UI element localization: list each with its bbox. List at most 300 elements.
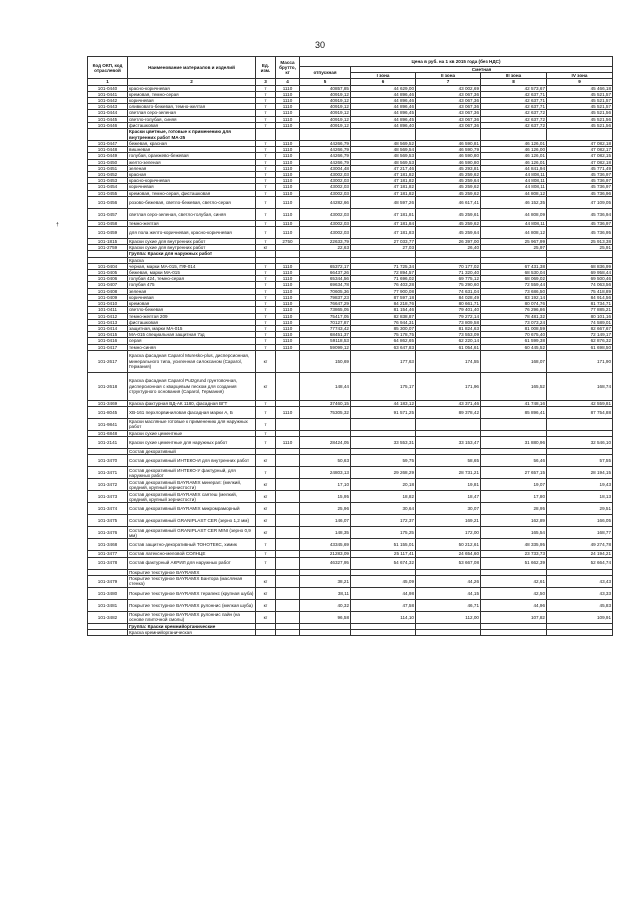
cell-release-price: 43002,03 [300, 208, 351, 220]
cell-code: 101-0459 [88, 227, 128, 239]
cell-zone-2 [416, 129, 481, 141]
cell-mass: 1110 [276, 122, 300, 128]
cell-zone-1: 47,58 [351, 599, 416, 611]
cell-release-price: 59099,12 [300, 344, 351, 350]
cell-mass: 1110 [276, 406, 300, 418]
cell-code: 101-3475 [88, 515, 128, 527]
cell-unit: т [256, 467, 276, 479]
cell-zone-1: 87 597,18 [351, 294, 416, 300]
cell-zone-4: 45 521,57 [547, 104, 613, 110]
cell-zone-4: 74 063,56 [547, 282, 613, 288]
cell-zone-1: 30,64 [351, 503, 416, 515]
cell-zone-2: 43 067,36 [416, 91, 481, 97]
cell-zone-4: 168,77 [547, 527, 613, 539]
cell-mass: 1110 [276, 220, 300, 226]
cell-mass: 1110 [276, 307, 300, 313]
cell-code: 101-0415 [88, 332, 128, 338]
cell-name: Состав декоративный BAYRAMIX минерал: (мелкий, средний, крупный зернистости) [128, 479, 256, 491]
cell-code: 101-0405 [88, 270, 128, 276]
cell-zone-4: 80 101,16 [547, 313, 613, 319]
cell-zone-2: 58,65 [416, 455, 481, 467]
cell-release-price: 43002,03 [300, 184, 351, 190]
cell-zone-3: 44 808,11 [481, 178, 547, 184]
cell-zone-3: 44 808,11 [481, 172, 547, 178]
cell-mass: 1110 [276, 344, 300, 350]
cell-release-price: 76647,29 [300, 301, 351, 307]
cell-zone-2: 26,40 [416, 245, 481, 251]
cell-unit: кг [256, 611, 276, 623]
cell-unit: т [256, 110, 276, 116]
cell-mass: 1110 [276, 301, 300, 307]
cell-name: Покрытие текстурное BAYRAMIX рулоннис пайн (на основе плиточной смолы) [128, 611, 256, 623]
cell-mass: 1110 [276, 263, 300, 269]
cell-release-price: 43002,03 [300, 220, 351, 226]
cell-zone-2: 73 809,58 [416, 319, 481, 325]
cell-code: 101-0446 [88, 122, 128, 128]
cell-zone-1: 44 896,46 [351, 98, 416, 104]
cell-unit: кг [256, 515, 276, 527]
header-unit: Ед. изм. [256, 57, 276, 79]
cell-name: черная, марки МА-015, ПФ-014 [128, 263, 256, 269]
cell-name: розово-бежевая, светло-бежевая, светло-серая [128, 196, 256, 208]
cell-zone-4: 32 546,10 [547, 437, 613, 449]
table-row [88, 575, 613, 587]
cell-zone-4: 47 082,18 [547, 141, 613, 147]
cell-mass: 1110 [276, 288, 300, 294]
cell-mass: 1110 [276, 98, 300, 104]
cell-unit: т [256, 122, 276, 128]
cell-code: 101-0414 [88, 325, 128, 331]
cell-zone-4: 24 194,21 [547, 551, 613, 557]
cell-zone-1: 18,82 [351, 491, 416, 503]
cell-zone-2: 62 220,14 [416, 338, 481, 344]
cell-code: 101-0444 [88, 110, 128, 116]
cell-name: кремовая, темно-серая, фисташковая [128, 190, 256, 196]
cell-release-price: 44266,79 [300, 141, 351, 147]
cell-zone-3: 168,07 [481, 350, 547, 372]
cell-zone-1: 81 154,46 [351, 307, 416, 313]
cell-code: 101-3470 [88, 455, 128, 467]
cell-zone-1: 47 181,83 [351, 227, 416, 239]
cell-zone-1: 91 571,25 [351, 406, 416, 418]
cell-zone-4: 25 913,38 [547, 239, 613, 245]
cell-zone-2: 43 002,69 [416, 85, 481, 91]
cell-unit: т [256, 172, 276, 178]
cell-zone-1: 71 725,34 [351, 263, 416, 269]
cell-mass [276, 629, 300, 635]
header-zone-4: IV зона [547, 73, 613, 79]
cell-zone-3 [481, 418, 547, 430]
cell-mass [276, 467, 300, 479]
cell-release-price: 46327,95 [300, 557, 351, 569]
cell-zone-4: 25,91 [547, 245, 613, 251]
cell-release-price: 28424,05 [300, 437, 351, 449]
cell-release-price: 25,96 [300, 503, 351, 515]
cell-zone-2: 43 067,36 [416, 110, 481, 116]
cell-code: 101-0406 [88, 276, 128, 282]
table-row [88, 557, 613, 569]
cell-name: кремовая [128, 301, 256, 307]
cell-release-price: 96,58 [300, 611, 351, 623]
cell-mass: 1110 [276, 159, 300, 165]
cell-name: зеленая [128, 165, 256, 171]
cell-zone-1: 72 894,57 [351, 270, 416, 276]
cell-code: 101-0409 [88, 294, 128, 300]
cell-zone-1: 47 181,84 [351, 220, 416, 226]
cell-zone-4: 72 149,17 [547, 332, 613, 338]
cell-zone-4: 168,74 [547, 372, 613, 400]
cell-name: коричневая [128, 184, 256, 190]
cell-name: Краски сухие цементные для наружных работ [128, 437, 256, 449]
header-zone-1: I зона [351, 73, 416, 79]
cell-release-price: 43002,03 [300, 178, 351, 184]
cell-code: 101-0455 [88, 190, 128, 196]
cell-zone-1: 64 862,65 [351, 338, 416, 344]
cell-zone-1: 175,17 [351, 372, 416, 400]
cell-code: 101-0404 [88, 263, 128, 269]
col-index: 9 [547, 79, 613, 85]
cell-release-price: 38,21 [300, 575, 351, 587]
cell-code: 101-3479 [88, 575, 128, 587]
cell-code: 101-3469 [88, 400, 128, 406]
cell-unit: т [256, 153, 276, 159]
cell-unit: т [256, 104, 276, 110]
cell-zone-1: 47 181,82 [351, 184, 416, 190]
cell-mass: 1110 [276, 270, 300, 276]
cell-unit: т [256, 178, 276, 184]
cell-name: бежевая, красная [128, 141, 256, 147]
cell-zone-1: 44 896,46 [351, 104, 416, 110]
cell-code: 101-3477 [88, 551, 128, 557]
cell-zone-4: 84 914,56 [547, 294, 613, 300]
cell-name: светлая серо-зеленая [128, 110, 256, 116]
table-row [88, 515, 613, 527]
cell-mass: 1110 [276, 437, 300, 449]
cell-release-price [300, 418, 351, 430]
cell-mass [276, 599, 300, 611]
cell-unit: т [256, 437, 276, 449]
cell-name: Покрытие текстурное BAYRAMIX рулоннис (мелкая шуба) [128, 599, 256, 611]
cell-zone-1: 47 181,82 [351, 172, 416, 178]
cell-release-price: 148,35 [300, 527, 351, 539]
cell-release-price: 38,11 [300, 587, 351, 599]
cell-release-price: 75305,32 [300, 406, 351, 418]
cell-zone-4 [547, 629, 613, 635]
cell-zone-3: 44 808,09 [481, 208, 547, 220]
cell-name: Краски сухие цементные [128, 430, 256, 436]
table-row [88, 406, 613, 418]
cell-name: темно-синяя [128, 344, 256, 350]
cell-zone-2: 45 259,64 [416, 178, 481, 184]
cell-zone-1: 172,37 [351, 515, 416, 527]
cell-unit: кг [256, 575, 276, 587]
cell-zone-2: 45 259,62 [416, 184, 481, 190]
cell-zone-3: 81 008,59 [481, 325, 547, 331]
cell-mass [276, 557, 300, 569]
cell-zone-3: 85 896,41 [481, 406, 547, 418]
cell-mass [276, 611, 300, 623]
cell-mass: 1110 [276, 141, 300, 147]
group-row [88, 129, 613, 141]
cell-unit: т [256, 220, 276, 226]
cell-zone-2: 28 731,21 [416, 467, 481, 479]
cell-zone-3: 42,61 [481, 575, 547, 587]
cell-mass [276, 350, 300, 372]
cell-mass [276, 503, 300, 515]
cell-zone-1: 20,18 [351, 479, 416, 491]
cell-unit: кг [256, 245, 276, 251]
cell-code: 101-3481 [88, 599, 128, 611]
cell-zone-3: 80 074,76 [481, 301, 547, 307]
cell-code: 101-0443 [88, 104, 128, 110]
table-row [88, 372, 613, 400]
cell-mass: 1110 [276, 153, 300, 159]
cell-code: 101-2141 [88, 437, 128, 449]
table-row [88, 208, 613, 220]
cell-zone-2: 79 272,14 [416, 313, 481, 319]
cell-release-price: 148,44 [300, 372, 351, 400]
cell-zone-2: 45 259,62 [416, 190, 481, 196]
cell-zone-1: 44 896,45 [351, 116, 416, 122]
cell-release-price: 70127,87 [300, 319, 351, 325]
cell-release-price: 40857,85 [300, 85, 351, 91]
cell-unit: т [256, 338, 276, 344]
cell-zone-2: 46 590,79 [416, 147, 481, 153]
cell-zone-1: 85 300,07 [351, 325, 416, 331]
cell-name: Состав декоративный BAYRAMIX саятеш (мелкий, средний, крупный зернистости) [128, 491, 256, 503]
cell-code: 101-3468 [88, 539, 128, 551]
cell-zone-3: 46 126,01 [481, 141, 547, 147]
cell-mass: 1110 [276, 184, 300, 190]
table-row [88, 227, 613, 239]
cell-release-price: 22,63 [300, 245, 351, 251]
cell-mass: 1110 [276, 190, 300, 196]
cell-name: Краски масляные готовые к применению для наружных работ [128, 418, 256, 430]
cell-zone-4: 81 734,71 [547, 301, 613, 307]
cell-name: светлая серо-зеленая, светло-голубая, синяя [128, 208, 256, 220]
cell-zone-2: 30,07 [416, 503, 481, 515]
cell-code: 101-0449 [88, 153, 128, 159]
cell-mass [276, 515, 300, 527]
cell-name: ХВ-161 перхлорвиниловая фасадная марки А, Б [128, 406, 256, 418]
cell-code: 101-0451 [88, 165, 128, 171]
cell-release-price: 65344,56 [300, 276, 351, 282]
cell-zone-3: 76 296,86 [481, 307, 547, 313]
cell-unit [256, 629, 276, 635]
cell-zone-1: 177,63 [351, 350, 416, 372]
cell-zone-2: 53 667,08 [416, 557, 481, 569]
cell-release-price: 50,63 [300, 455, 351, 467]
cell-zone-2: 69 775,12 [416, 276, 481, 282]
cell-unit: кг [256, 455, 276, 467]
cell-zone-3: 73 686,50 [481, 288, 547, 294]
cell-unit: т [256, 313, 276, 319]
cell-name: Краска кремнийорганическая [128, 629, 256, 635]
cell-mass: 1110 [276, 91, 300, 97]
cell-zone-2: 79 401,40 [416, 307, 481, 313]
cell-name: Краска фасадная Caparol Muresko-plus, дисперсионная, минерального типа, усиленная силоксаном (Caparol, Германия) [128, 350, 256, 372]
cell-zone-3: 44,96 [481, 599, 547, 611]
margin-mark: † [56, 222, 59, 228]
cell-name: желто-зеленая [128, 159, 256, 165]
cell-code: 101-0410 [88, 301, 128, 307]
cell-zone-3: 17,80 [481, 491, 547, 503]
cell-zone-1: 63 647,83 [351, 344, 416, 350]
cell-zone-2: 18,47 [416, 491, 481, 503]
cell-zone-2: 71 320,40 [416, 270, 481, 276]
cell-name: голубая 475 [128, 282, 256, 288]
cell-unit: кг [256, 587, 276, 599]
cell-release-price: 40919,12 [300, 110, 351, 116]
cell-unit: т [256, 184, 276, 190]
cell-name: Покрытие текстурное BAYRAMIX терапекс (крупная шуба) [128, 587, 256, 599]
cell-unit: т [256, 165, 276, 171]
cell-code: 101-0445 [88, 116, 128, 122]
cell-zone-2: 45 259,62 [416, 172, 481, 178]
cell-release-price: 44266,79 [300, 147, 351, 153]
cell-zone-3: 42 637,72 [481, 110, 547, 116]
cell-zone-3: 68 530,04 [481, 270, 547, 276]
cell-name: Состав декоративный ИНТЕКО-И для внутренних работ [128, 455, 256, 467]
cell-release-price: 59118,53 [300, 338, 351, 344]
cell-zone-3: 68 069,02 [481, 276, 547, 282]
cell-name: кремовая, темно-серая [128, 91, 256, 97]
cell-zone-1: 47 181,81 [351, 208, 416, 220]
cell-code: 101-0416 [88, 338, 128, 344]
table-row [88, 539, 613, 551]
cell-zone-2: 61 054,61 [416, 344, 481, 350]
cell-mass: 1110 [276, 325, 300, 331]
cell-code: 101-0417 [88, 344, 128, 350]
table-row [88, 437, 613, 449]
cell-unit: т [256, 147, 276, 153]
cell-release-price: 40,32 [300, 599, 351, 611]
cell-zone-1: 48 569,54 [351, 147, 416, 153]
table-row [88, 491, 613, 503]
cell-unit: т [256, 307, 276, 313]
cell-code: 101-0447 [88, 141, 128, 147]
cell-mass [276, 539, 300, 551]
table-row [88, 629, 613, 635]
cell-name: красная [128, 172, 256, 178]
cell-code: 101-0407 [88, 282, 128, 288]
cell-unit: т [256, 91, 276, 97]
table-row [88, 527, 613, 539]
header-zone-2: II зона [416, 73, 481, 79]
cell-code: 101-0411 [88, 307, 128, 313]
cell-release-price: 66437,26 [300, 270, 351, 276]
cell-zone-3: 44 808,11 [481, 220, 547, 226]
cell-name: Краски сухие для внутренних работ [128, 239, 256, 245]
cell-name: Состав защитно-декоративный ТОНОТЕКС, химик [128, 539, 256, 551]
col-index: 3 [256, 79, 276, 85]
cell-release-price: 68451,37 [300, 332, 351, 338]
cell-zone-1: 33 553,31 [351, 437, 416, 449]
col-index: 7 [416, 79, 481, 85]
cell-release-price: 43345,69 [300, 539, 351, 551]
cell-unit: т [256, 539, 276, 551]
cell-zone-2: 45 259,62 [416, 220, 481, 226]
cell-zone-4: 82 667,67 [547, 325, 613, 331]
cell-release-price: 69634,78 [300, 282, 351, 288]
cell-zone-1: 48 569,52 [351, 141, 416, 147]
cell-zone-4: 28 194,15 [547, 467, 613, 479]
cell-zone-2: 172,00 [416, 527, 481, 539]
cell-mass: 1110 [276, 172, 300, 178]
cell-zone-1: 51 155,01 [351, 539, 416, 551]
cell-unit: кг [256, 479, 276, 491]
cell-zone-3: 28,95 [481, 503, 547, 515]
cell-name: Состав декоративный GRANIPLAST CER (зерно 1,2 мм) [128, 515, 256, 527]
cell-code: 101-0458 [88, 220, 128, 226]
cell-mass: 1110 [276, 282, 300, 288]
cell-zone-1: 71 696,02 [351, 276, 416, 282]
cell-release-price: 65372,17 [300, 263, 351, 269]
cell-release-price: 70605,36 [300, 288, 351, 294]
cell-mass: 2750 [276, 239, 300, 245]
cell-name: Краска фактурная ВД-АК 1180, фасадная ВГТ [128, 400, 256, 406]
cell-zone-1: 47 181,82 [351, 190, 416, 196]
cell-unit: т [256, 406, 276, 418]
cell-zone-1: 44 896,46 [351, 91, 416, 97]
cell-zone-3: 25 967,99 [481, 239, 547, 245]
cell-release-price: 40919,12 [300, 98, 351, 104]
header-code: Код ОКП, код отраслевой [88, 57, 128, 79]
cell-release-price: 40919,12 [300, 122, 351, 128]
cell-zone-4: 166,05 [547, 515, 613, 527]
cell-zone-2: 33 153,47 [416, 437, 481, 449]
cell-zone-3: 162,89 [481, 515, 547, 527]
cell-name: светло-бежевая [128, 307, 256, 313]
cell-zone-2 [416, 418, 481, 430]
cell-unit: кг [256, 599, 276, 611]
cell-zone-2: 74 631,04 [416, 288, 481, 294]
cell-release-price: 79837,23 [300, 294, 351, 300]
cell-name: для пола желто-коричневая, красно-коричневая [128, 227, 256, 239]
price-table [87, 56, 613, 636]
cell-code: 101-0452 [88, 172, 128, 178]
cell-zone-2: 89 378,42 [416, 406, 481, 418]
cell-code: 101-3482 [88, 611, 128, 623]
cell-zone-4: 77 885,21 [547, 307, 613, 313]
cell-mass: 1110 [276, 294, 300, 300]
cell-zone-1: 25 117,41 [351, 551, 416, 557]
cell-zone-3: 42 573,67 [481, 85, 547, 91]
cell-zone-1: 27,03 [351, 245, 416, 251]
table-row [88, 599, 613, 611]
cell-zone-2: 45 259,64 [416, 227, 481, 239]
cell-zone-1: 54 674,32 [351, 557, 416, 569]
col-index: 6 [351, 79, 416, 85]
cell-code: 101-0450 [88, 159, 128, 165]
cell-zone-1: 76 944,31 [351, 319, 416, 325]
cell-unit: т [256, 227, 276, 239]
cell-unit: кг [256, 503, 276, 515]
cell-name: Краски сухие для внутренних работ [128, 245, 256, 251]
header-estimate: Сметная [351, 67, 613, 73]
cell-code: 101-3480 [88, 587, 128, 599]
cell-unit: т [256, 418, 276, 430]
table-row [88, 196, 613, 208]
cell-name: Краска [128, 257, 256, 263]
cell-zone-1: 48 597,26 [351, 196, 416, 208]
header-zone-3: III зона [481, 73, 547, 79]
cell-zone-1: 29 268,29 [351, 467, 416, 479]
cell-name: светло-голубая, синяя [128, 116, 256, 122]
cell-code: 101-3474 [88, 503, 128, 515]
cell-release-price: 24803,13 [300, 467, 351, 479]
cell-name: темно-желтая [128, 220, 256, 226]
